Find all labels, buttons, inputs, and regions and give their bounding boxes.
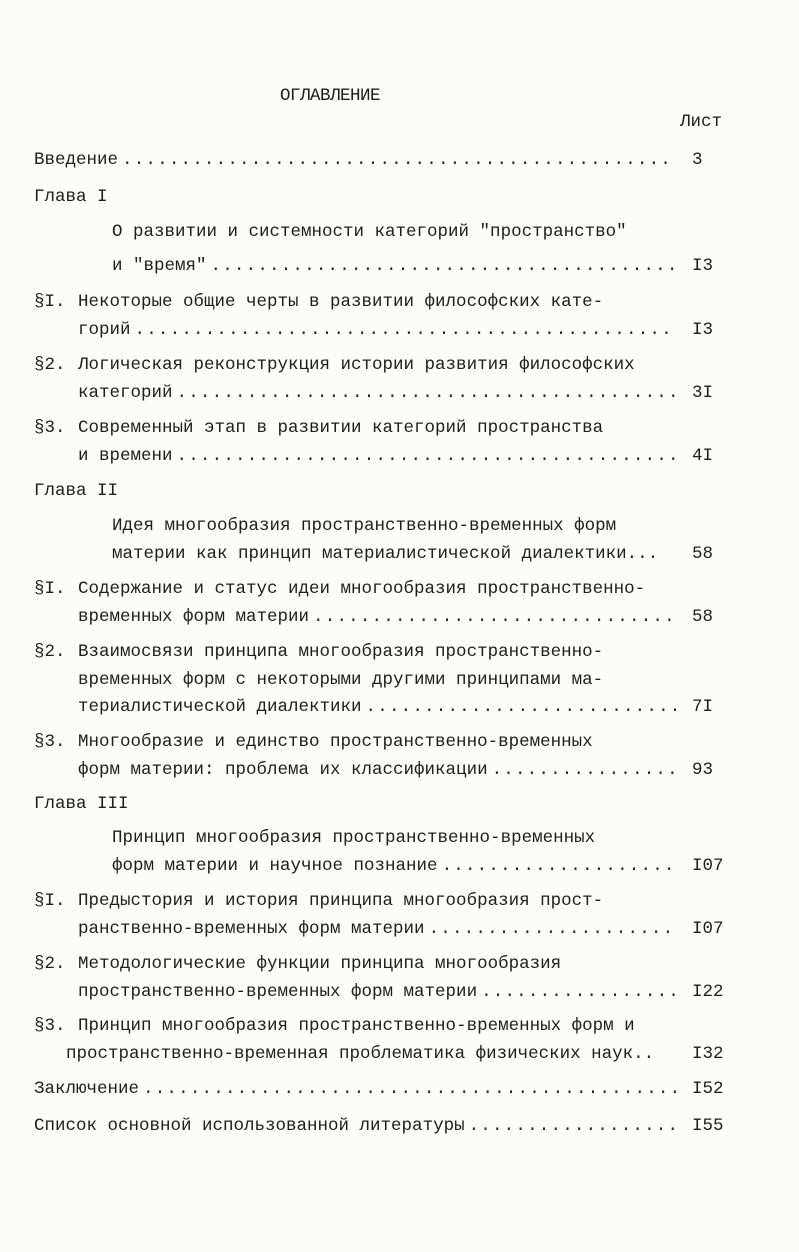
section-title-line: временных форм с некоторыми другими принципами ма-: [78, 670, 604, 690]
section-number: §I.: [34, 292, 66, 312]
entry-title: ранственно-временных форм материи: [78, 919, 425, 939]
entry-page-number: 3: [692, 150, 703, 170]
entry-title: и "время": [112, 256, 207, 276]
chapter-label: Глава I: [34, 187, 108, 207]
section-title-line: Многообразие и единство пространственно-временных: [78, 732, 593, 752]
entry-title: Заключение: [34, 1079, 140, 1099]
toc-entry-chapter-3: [112, 856, 680, 876]
section-number: §3.: [34, 732, 66, 752]
dot-leader: [143, 1079, 676, 1099]
entry-title: Список основной использованной литературы: [34, 1116, 465, 1136]
entry-title: Введение: [34, 150, 119, 170]
dot-leader: [492, 760, 676, 780]
page-column-header: Лист: [680, 112, 723, 132]
dot-leader: [366, 697, 676, 717]
entry-page-number: I32: [692, 1044, 724, 1064]
entry-title: и времени: [78, 446, 173, 466]
entry-page-number: 4I: [692, 446, 714, 466]
chapter-label: Глава II: [34, 481, 119, 501]
entry-title: форм материи: проблема их классификации: [78, 760, 488, 780]
section-title-line: Логическая реконструкция истории развития философских: [78, 355, 635, 375]
entry-page-number: 3I: [692, 383, 714, 403]
section-number: §2.: [34, 954, 66, 974]
page-title: ОГЛАВЛЕНИЕ: [280, 86, 381, 106]
entry-page-number: 58: [692, 607, 714, 627]
section-title-line: Некоторые общие черты в развитии философских кате-: [78, 292, 604, 312]
entry-page-number: I52: [692, 1079, 724, 1099]
section-number: §2.: [34, 642, 66, 662]
toc-entry-intro: [34, 150, 680, 170]
section-number: §3.: [34, 1016, 66, 1036]
dot-leader: [177, 383, 676, 403]
toc-entry-literature: [34, 1116, 680, 1136]
entry-page-number: I07: [692, 856, 724, 876]
toc-entry-ch1-s2: [78, 383, 680, 403]
dot-leader: [481, 982, 676, 1002]
entry-title: териалистической диалектики: [78, 697, 362, 717]
entry-title: пространственно-временных форм материи: [78, 982, 478, 1002]
dot-leader: [177, 446, 676, 466]
entry-page-number: I22: [692, 982, 724, 1002]
entry-page-number: 7I: [692, 697, 714, 717]
entry-page-number: I3: [692, 320, 714, 340]
chapter-title-line: Принцип многообразия пространственно-временных: [112, 828, 596, 848]
dot-leader: [429, 919, 676, 939]
toc-entry-ch1-s3: [78, 446, 680, 466]
entry-page-number: 93: [692, 760, 714, 780]
section-number: §I.: [34, 579, 66, 599]
entry-page-number: I3: [692, 256, 714, 276]
entry-title: горий: [78, 320, 131, 340]
entry-title: категорий: [78, 383, 173, 403]
entry-title: форм материи и научное познание: [112, 856, 438, 876]
toc-entry-ch3-s1: [78, 919, 680, 939]
dot-leader: [135, 320, 676, 340]
entry-page-number: I07: [692, 919, 724, 939]
dot-leader: [442, 856, 676, 876]
section-number: §I.: [34, 891, 66, 911]
chapter-title-line: материи как принцип материалистической диалектики...: [112, 544, 659, 564]
dot-leader: [469, 1116, 676, 1136]
section-number: §3.: [34, 418, 66, 438]
toc-entry-ch3-s2: [78, 982, 680, 1002]
section-title-line: пространственно-временная проблематика физических наук..: [66, 1044, 655, 1064]
toc-entry-chapter-1: [112, 256, 680, 276]
toc-entry-conclusion: [34, 1079, 680, 1099]
dot-leader: [313, 607, 676, 627]
entry-page-number: 58: [692, 544, 714, 564]
chapter-label: Глава III: [34, 794, 129, 814]
dot-leader: [122, 150, 676, 170]
chapter-title-line: О развитии и системности категорий "пространство": [112, 222, 627, 242]
toc-entry-ch1-s1: [78, 320, 680, 340]
entry-page-number: I55: [692, 1116, 724, 1136]
toc-entry-ch2-s3: [78, 760, 680, 780]
toc-entry-ch2-s2: [78, 697, 680, 717]
toc-entry-ch2-s1: [78, 607, 680, 627]
section-title-line: Предыстория и история принципа многообразия прост-: [78, 891, 604, 911]
section-title-line: Взаимосвязи принципа многообразия пространственно-: [78, 642, 604, 662]
section-title-line: Содержание и статус идеи многообразия пространственно-: [78, 579, 646, 599]
section-title-line: Принцип многообразия пространственно-временных форм и: [78, 1016, 635, 1036]
section-title-line: Методологические функции принципа многообразия: [78, 954, 562, 974]
chapter-title-line: Идея многообразия пространственно-временных форм: [112, 516, 617, 536]
section-number: §2.: [34, 355, 66, 375]
section-title-line: Современный этап в развитии категорий пространства: [78, 418, 604, 438]
dot-leader: [211, 256, 676, 276]
entry-title: временных форм материи: [78, 607, 310, 627]
